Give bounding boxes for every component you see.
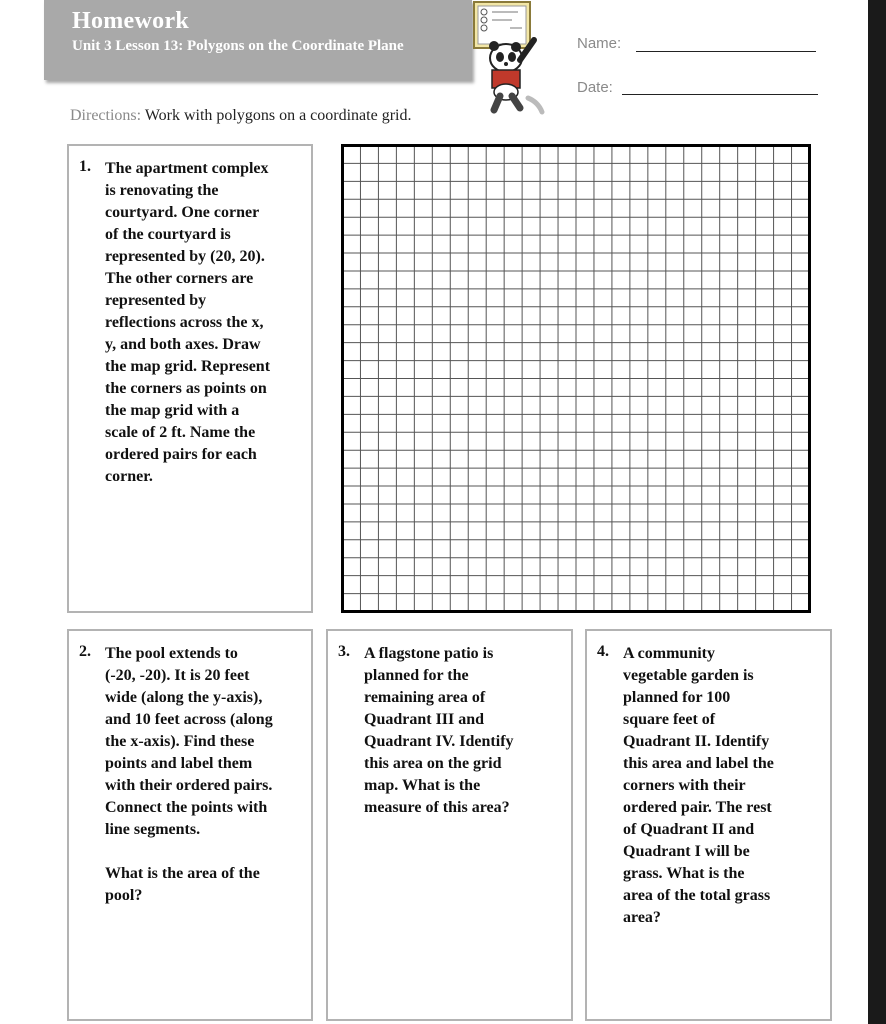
question-text: The pool extends to (-20, -20). It is 20 feet wide (along the y-axis), and 10 feet across (along the x-axis). Find these points and label them with their ordered pairs. Connect the points with line segments. What is the area of the pool? (105, 645, 273, 904)
question-number: 4. (597, 643, 609, 660)
directions-label: Directions: (70, 107, 142, 124)
lesson-subtitle: Unit 3 Lesson 13: Polygons on the Coordinate Plane (72, 38, 404, 54)
question-4-box (585, 629, 832, 1021)
question-number: 3. (338, 643, 350, 660)
directions-text: Work with polygons on a coordinate grid. (144, 107, 412, 124)
question-2-box (67, 629, 313, 1021)
question-text: The apartment complex is renovating the courtyard. One corner of the courtyard is represented by (20, 20). The other corners are represented by reflections across the x, y, and both axes. Draw the map grid. Represent the corners as points on the map grid with a scale of 2 ft. Name the ordered pairs for each corner. (105, 160, 271, 485)
directions (70, 107, 411, 125)
question-3-box (326, 629, 573, 1021)
name-line[interactable] (636, 51, 816, 52)
question-text: A flagstone patio is planned for the remaining area of Quadrant III and Quadrant IV. Identify this area on the grid map. What is the measure of this area? (364, 645, 514, 816)
question-number: 1. (79, 158, 91, 175)
coordinate-grid-svg[interactable] (341, 144, 811, 613)
question-number: 2. (79, 643, 91, 660)
question-text: A community vegetable garden is planned for 100 square feet of Quadrant II. Identify this area and label the corners with their ordered pair. The rest of Quadrant II and Quadrant I will be grass. What is the area of the total grass area? (623, 645, 774, 926)
page-title: Homework (72, 8, 190, 34)
date-line[interactable] (622, 94, 818, 95)
coordinate-grid[interactable] (341, 144, 811, 613)
question-1-box (67, 144, 313, 613)
name-label: Name: (577, 35, 622, 52)
panda-mascot-illustration (470, 0, 550, 115)
date-label: Date: (577, 79, 613, 96)
